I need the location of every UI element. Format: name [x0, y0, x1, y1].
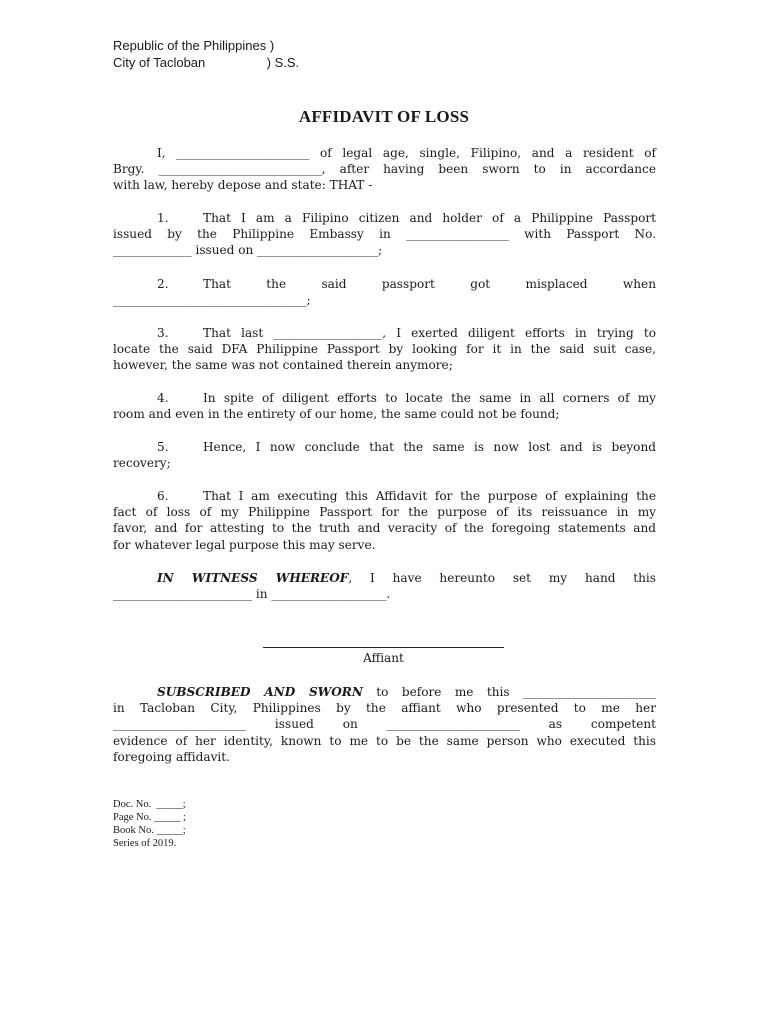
- page-number: Page No. _____ ;: [113, 812, 186, 823]
- witness-line-2: _______________________ in ___________________.: [113, 587, 391, 602]
- jurat-line-5: foregoing affidavit.: [113, 749, 230, 764]
- paragraph-5-number: 5.: [157, 440, 169, 454]
- paragraph-6: [113, 488, 656, 553]
- paragraph-5: [113, 439, 656, 471]
- jurat-line-3: ______________________ issued on ______________________ as competent: [113, 717, 656, 732]
- paragraph-6-line-4: for whatever legal purpose this may serve.: [113, 537, 376, 552]
- intro-line-1a: I,: [157, 146, 177, 160]
- paragraph-4-number: 4.: [157, 391, 169, 405]
- paragraph-5-line-2: recovery;: [113, 456, 171, 471]
- header-city: City of Tacloban ) S.S.: [113, 55, 300, 70]
- paragraph-5-line-1: Hence, I now conclude that the same is now lost and is beyond: [203, 440, 656, 454]
- paragraph-3-line-1: That last __________________, I exerted diligent efforts in trying to: [203, 326, 656, 340]
- jurat-paragraph: [113, 684, 656, 765]
- witness-paragraph: [113, 570, 656, 602]
- jurat-heading: SUBSCRIBED AND SWORN: [157, 685, 363, 699]
- paragraph-2-line-2: ________________________________;: [113, 293, 311, 308]
- intro-paragraph: [113, 145, 656, 194]
- doc-number: Doc. No. _____;: [113, 799, 186, 810]
- paragraph-6-number: 6.: [157, 489, 169, 503]
- affiant-signature-line: [263, 647, 504, 648]
- jurat-line-1: to before me this ______________________: [362, 685, 656, 699]
- intro-line-1b: ______________________ of legal age, single, Filipino, and a resident of: [176, 146, 656, 160]
- witness-line-1: , I have hereunto set my hand this: [348, 571, 656, 585]
- paragraph-4: [113, 390, 656, 422]
- intro-line-2: Brgy. ___________________________, after having been sworn to in accordance: [113, 162, 656, 177]
- paragraph-3-line-3: however, the same was not contained therein anymore;: [113, 358, 453, 373]
- paragraph-4-line-1: In spite of diligent efforts to locate the same in all corners of my: [203, 391, 656, 405]
- witness-heading: IN WITNESS WHEREOF: [157, 571, 349, 585]
- paragraph-2-number: 2.: [157, 277, 169, 291]
- affiant-label: Affiant: [363, 651, 404, 665]
- paragraph-1-line-1: That I am a Filipino citizen and holder of a Philippine Passport: [203, 211, 656, 225]
- paragraph-2: [113, 276, 656, 308]
- paragraph-1-line-2: issued by the Philippine Embassy in _________________ with Passport No.: [113, 227, 656, 242]
- document-title: AFFIDAVIT OF LOSS: [298, 107, 470, 126]
- paragraph-3-number: 3.: [157, 326, 169, 340]
- book-number: Book No. _____;: [113, 825, 186, 836]
- intro-line-3: with law, hereby depose and state: THAT -: [113, 178, 373, 193]
- paragraph-6-line-2: fact of loss of my Philippine Passport for the purpose of its reissuance in my: [113, 505, 656, 520]
- header-republic: Republic of the Philippines ): [113, 38, 275, 53]
- paragraph-6-line-1: That I am executing this Affidavit for the purpose of explaining the: [203, 489, 656, 503]
- paragraph-4-line-2: room and even in the entirety of our home, the same could not be found;: [113, 407, 560, 422]
- paragraph-1: [113, 210, 656, 259]
- paragraph-1-number: 1.: [157, 211, 169, 225]
- paragraph-3-line-2: locate the said DFA Philippine Passport by looking for it in the said suit case,: [113, 342, 656, 357]
- paragraph-1-line-3: _____________ issued on ____________________;: [113, 243, 383, 258]
- jurat-line-4: evidence of her identity, known to me to be the same person who executed this: [113, 733, 656, 748]
- paragraph-3: [113, 325, 656, 374]
- series-year: Series of 2019.: [113, 838, 177, 849]
- paragraph-2-line-1: That the said passport got misplaced when: [203, 277, 656, 291]
- jurat-line-2: in Tacloban City, Philippines by the affiant who presented to me her: [113, 701, 656, 716]
- paragraph-6-line-3: favor, and for attesting to the truth and veracity of the foregoing statements and: [113, 521, 656, 536]
